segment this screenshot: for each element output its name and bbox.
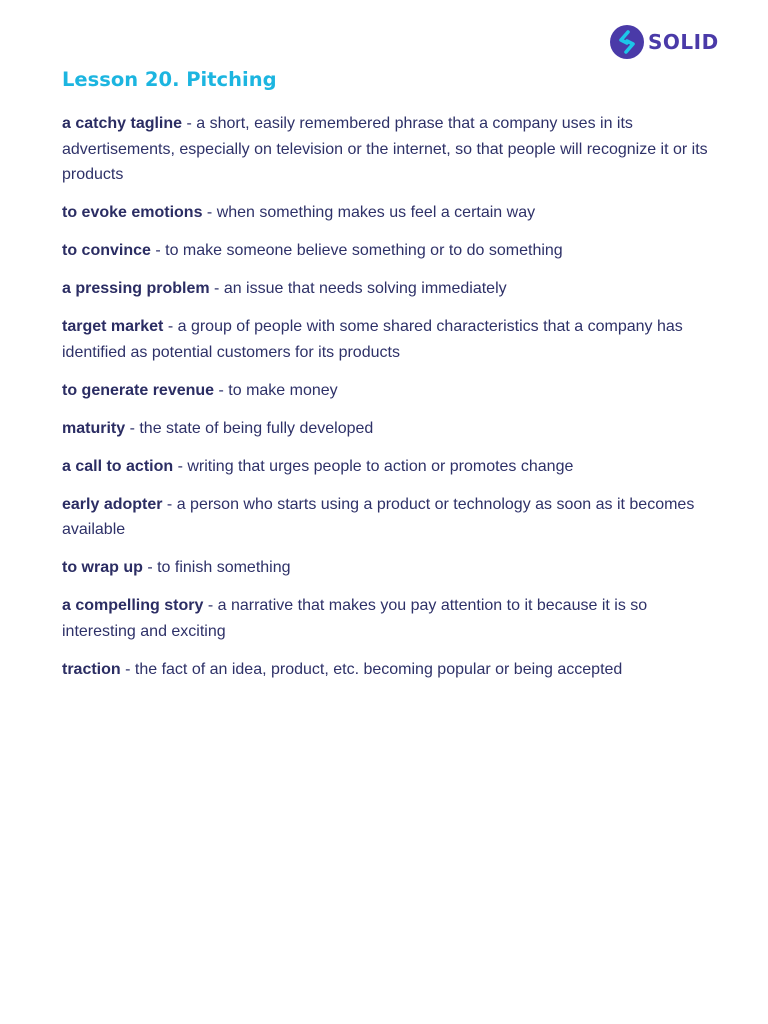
term-definition: - an issue that needs solving immediately — [209, 280, 507, 297]
vocabulary-item — [62, 593, 718, 644]
term-definition: - a short, easily remembered phrase that a company uses in its advertisements, especially on television or the internet, so that people will recognize it or its products — [62, 115, 708, 183]
term-definition: - to make someone believe something or to do something — [150, 242, 563, 259]
vocabulary-item — [62, 200, 718, 226]
vocabulary-item — [62, 314, 718, 365]
vocabulary-item — [62, 454, 718, 480]
solid-logo-icon — [610, 25, 644, 59]
term-word: to convince — [62, 242, 151, 259]
term-word: a catchy tagline — [62, 115, 183, 132]
vocabulary-list — [62, 111, 718, 695]
brand-logo — [610, 24, 719, 60]
term-definition: - the state of being fully developed — [125, 419, 374, 437]
term-word: to wrap up — [62, 559, 143, 576]
term-word: a compelling story — [62, 597, 204, 614]
term-word: maturity — [62, 419, 126, 437]
term-definition: - writing that urges people to action or promotes change — [173, 457, 574, 475]
term-word: to generate revenue — [62, 381, 215, 399]
term-definition: - a person who starts using a product or technology as soon as it becomes available — [62, 495, 695, 538]
term-word: target market — [62, 318, 164, 335]
vocabulary-item — [62, 492, 718, 543]
term-word: traction — [62, 660, 121, 678]
term-definition: - to finish something — [142, 559, 291, 576]
vocabulary-item — [62, 416, 718, 442]
logo-wordmark: SOLID — [648, 30, 719, 54]
term-word: to evoke emotions — [62, 204, 203, 221]
term-word: a call to action — [62, 457, 174, 475]
term-definition: - the fact of an idea, product, etc. becoming popular or being accepted — [120, 660, 623, 678]
page-title: Lesson 20. Pitching — [62, 68, 277, 91]
term-definition: - when something makes us feel a certain way — [202, 204, 536, 221]
term-word: a pressing problem — [62, 280, 210, 297]
vocabulary-item — [62, 238, 718, 264]
term-definition: - a group of people with some shared characteristics that a company has identified as potential customers for its products — [62, 318, 683, 361]
term-word: early adopter — [62, 495, 163, 513]
vocabulary-item — [62, 111, 718, 188]
vocabulary-item — [62, 657, 718, 683]
vocabulary-item — [62, 276, 718, 302]
vocabulary-item — [62, 378, 718, 404]
vocabulary-item — [62, 555, 718, 581]
term-definition: - to make money — [214, 381, 338, 399]
term-definition: - a narrative that makes you pay attention to it because it is so interesting and exciting — [62, 597, 648, 640]
